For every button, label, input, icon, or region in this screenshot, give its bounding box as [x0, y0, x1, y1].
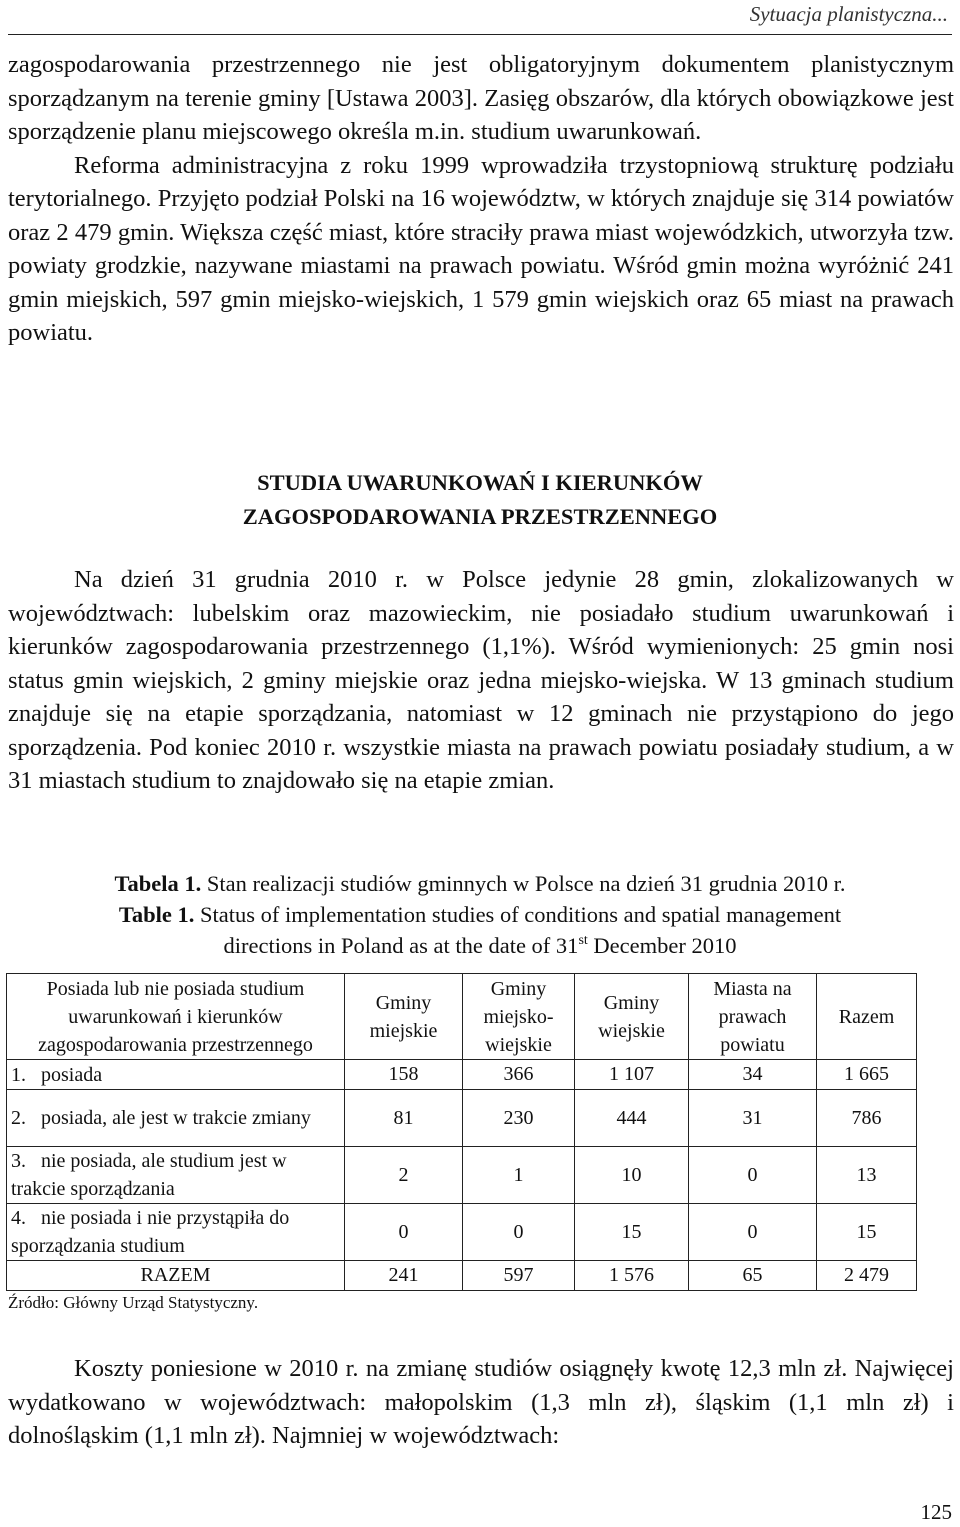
table-total-cell: 241 [345, 1261, 463, 1291]
table-header-status: Posiada lub nie posiada studium uwarunkowań i kierunków zagospodarowania przestrzennego [7, 974, 345, 1060]
table-cell: 0 [689, 1204, 817, 1261]
table-cell: 366 [463, 1060, 575, 1090]
table-caption-en-line-2 [0, 930, 960, 961]
table-cell: 0 [345, 1204, 463, 1261]
table-cell: 786 [817, 1090, 917, 1147]
table-caption-en [0, 899, 960, 930]
table-total-cell: 65 [689, 1261, 817, 1291]
table-total-cell: 597 [463, 1261, 575, 1291]
table-cell: 158 [345, 1060, 463, 1090]
table-cell: 1 107 [575, 1060, 689, 1090]
table-cell: 2 [345, 1147, 463, 1204]
table-row [7, 1060, 917, 1090]
page-number: 125 [920, 1500, 952, 1524]
intro-paragraph-1: zagospodarowania przestrzennego nie jest obligatoryjnym dokumentem planistycznym sporządzanym na terenie gminy [Ustawa 2003]. Zasięg obszarów, dla których obowiązkowe jest sporządzenie planu miejscowego określa m.in. studium uwarunkowań. [8, 51, 954, 145]
row-number: 2. [11, 1107, 26, 1129]
table-cell: 15 [575, 1204, 689, 1261]
table-row-label [7, 1090, 345, 1147]
section-heading-line-1: STUDIA UWARUNKOWAŃ I KIERUNKÓW [257, 470, 703, 495]
table-cell: 31 [689, 1090, 817, 1147]
table-cell: 81 [345, 1090, 463, 1147]
table-caption-pl-label: Tabela 1. [114, 871, 202, 896]
table-cell: 0 [689, 1147, 817, 1204]
table-header-cities: Miasta na prawach powiatu [689, 974, 817, 1060]
table-total-cell: 1 576 [575, 1261, 689, 1291]
table-cell: 0 [463, 1204, 575, 1261]
table-caption-en-text-1: Status of implementation studies of conditions and spatial management [199, 902, 842, 927]
table-cell: 1 665 [817, 1060, 917, 1090]
running-head: Sytuacja planistyczna... [749, 2, 948, 26]
table-header-row [7, 974, 917, 1060]
table-total-row [7, 1261, 917, 1291]
section-heading [0, 466, 960, 534]
table-total-label: RAZEM [7, 1261, 345, 1291]
table-header-rural: Gminy wiejskie [575, 974, 689, 1060]
row-number: 4. [11, 1207, 26, 1229]
row-number: 3. [11, 1150, 26, 1172]
table-cell: 13 [817, 1147, 917, 1204]
section-heading-line-2: ZAGOSPODAROWANIA PRZESTRZENNEGO [242, 504, 718, 529]
data-table-wrapper [6, 973, 916, 1291]
table-row-label [7, 1204, 345, 1261]
table-row [7, 1147, 917, 1204]
table-cell: 15 [817, 1204, 917, 1261]
section-paragraph-1: Na dzień 31 grudnia 2010 r. w Polsce jedynie 28 gmin, zlokalizowanych w województwach: lubelskim oraz mazowieckim, nie posiadało studium uwarunkowań i kierunków zagospodarowania przestrzennego (1,1%). Wśród wymienionych: 25 gmin nosi status gmin wiejskich, 2 gminy miejskie oraz jedna miejsko-wiejska. W 13 gminach studium znajduje się na etapie sporządzania, natomiast w 12 gminach nie przystąpiono do jego sporządzenia. Pod koniec 2010 r. wszystkie miasta na prawach powiatu posiadały studium, a w 31 miastach studium to znajdowało się na etapie zmian. [8, 566, 954, 794]
table-cell: 1 [463, 1147, 575, 1204]
row-label-text: posiada, ale jest w trakcie zmiany [41, 1107, 311, 1129]
intro-paragraph-2: Reforma administracyjna z roku 1999 wprowadziła trzystopniową strukturę podziału terytorialnego. Przyjęto podział Polski na 16 województw, w których znajduje się 314 powiatów oraz 2 479 gmin. Większa część miast, które straciły prawa miast wojewódzkich, utworzyła tzw. powiaty grodzkie, nazywane miastami na prawach powiatu. Wśród gmin można wyróżnić 241 gmin miejskich, 597 gmin miejsko-wiejskich, 1 579 gmin wiejskich oraz 65 miast na prawach powiatu. [8, 151, 954, 346]
table-caption [0, 868, 960, 961]
table-caption-en-text-2a: directions in Poland as at the date of 31 [223, 933, 579, 958]
table-caption-en-label: Table 1. [118, 902, 195, 927]
table-caption-pl-text: Stan realizacji studiów gminnych w Polsce na dzień 31 grudnia 2010 r. [206, 871, 846, 896]
row-label-text: nie posiada i nie przystąpiła do sporządzania studium [11, 1207, 290, 1257]
row-number: 1. [11, 1063, 26, 1086]
header-rule [8, 34, 952, 35]
table-row [7, 1090, 917, 1147]
intro-text [8, 48, 954, 350]
table-caption-en-text-2b: December 2010 [587, 933, 737, 958]
table-row [7, 1204, 917, 1261]
table-header-total: Razem [817, 974, 917, 1060]
table-caption-pl [0, 868, 960, 899]
closing-text [8, 1352, 954, 1453]
table-header-urban-rural: Gminy miejsko-wiejskie [463, 974, 575, 1060]
table-cell: 10 [575, 1147, 689, 1204]
row-label-text: nie posiada, ale studium jest w trakcie sporządzania [11, 1150, 287, 1200]
table-cell: 230 [463, 1090, 575, 1147]
table-total-cell: 2 479 [817, 1261, 917, 1291]
closing-paragraph-1: Koszty poniesione w 2010 r. na zmianę studiów osiągnęły kwotę 12,3 mln zł. Najwięcej wydatkowano w województwach: małopolskim (1,3 mln zł), śląskim (1,1 mln zł) i dolnośląskim (1,1 mln zł). Najmniej w województwach: [8, 1355, 954, 1449]
table-header-urban: Gminy miejskie [345, 974, 463, 1060]
row-label-text: posiada [41, 1063, 103, 1086]
table-cell: 34 [689, 1060, 817, 1090]
table-row-label [7, 1060, 345, 1090]
source-note: Źródło: Główny Urząd Statystyczny. [8, 1293, 259, 1312]
table-cell: 444 [575, 1090, 689, 1147]
data-table [6, 973, 917, 1291]
table-caption-en-sup: st [578, 933, 588, 948]
table-row-label [7, 1147, 345, 1204]
section-text [8, 563, 954, 798]
